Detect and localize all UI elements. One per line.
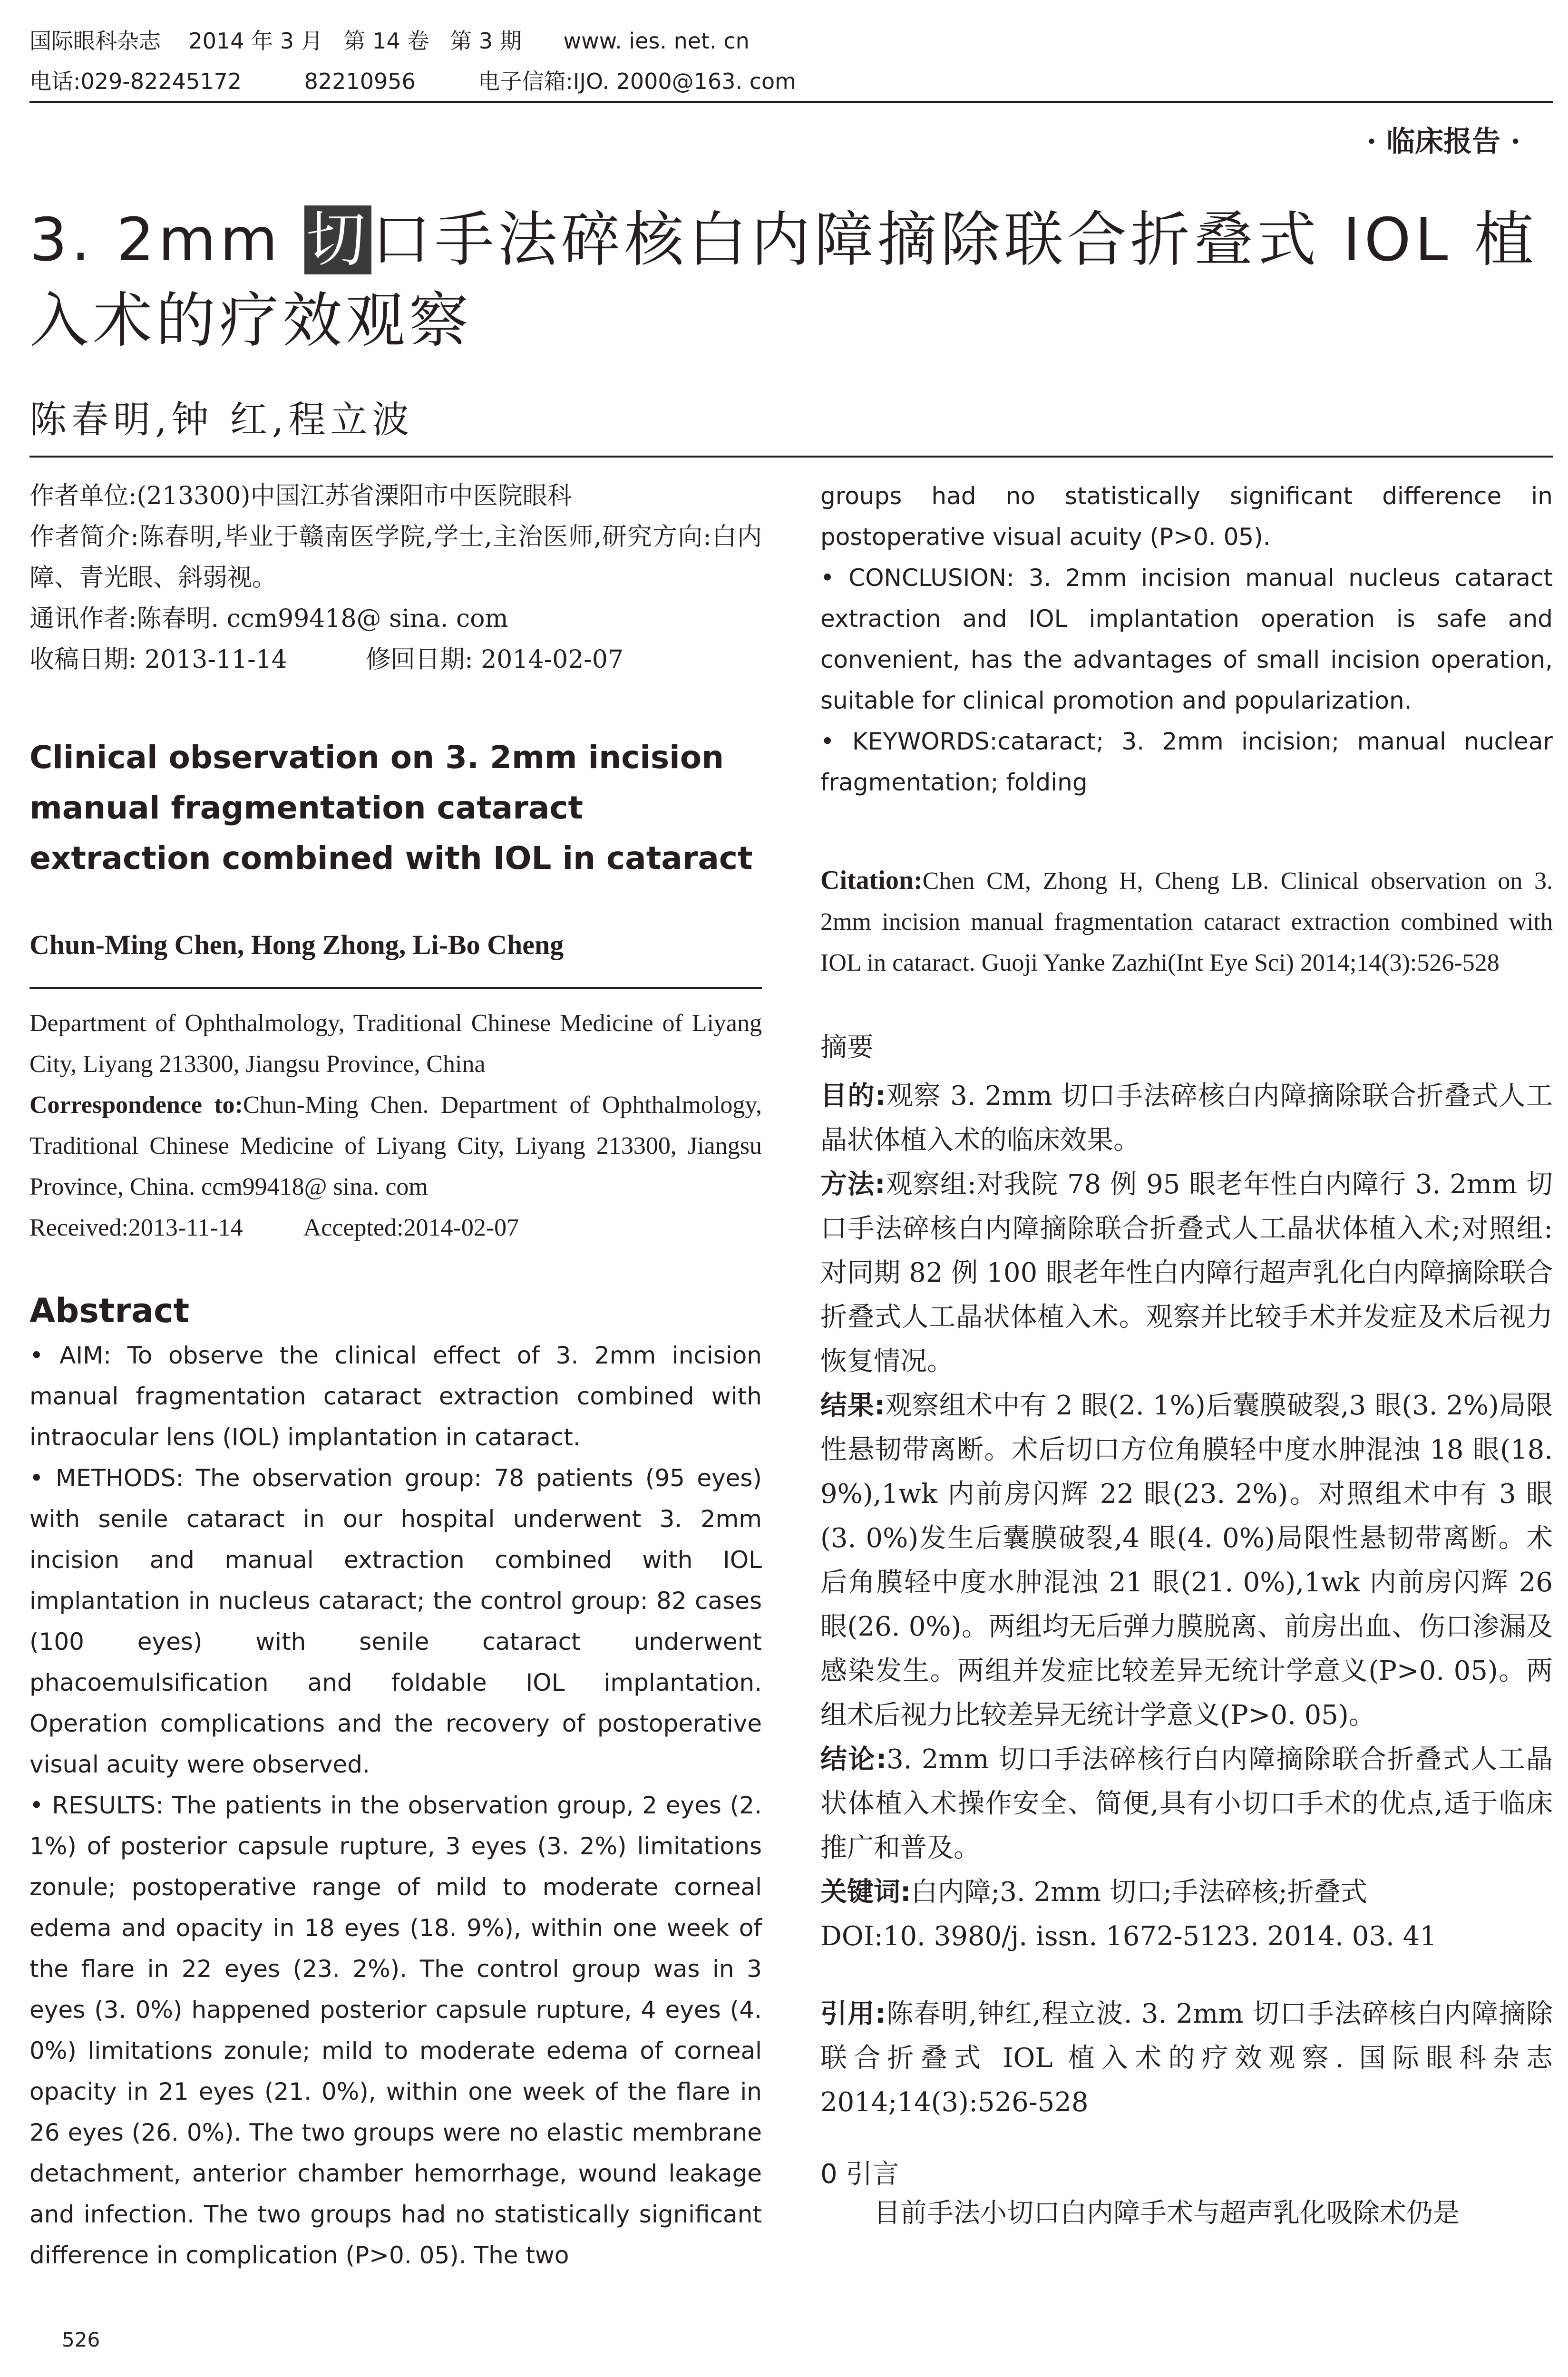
abstract-methods bbox=[29, 1458, 762, 1785]
methods-text: The observation group: 78 patients (95 eyes) with senile cataract in our hospital underwent 3. 2mm incision and manual extraction combined with IOL implantation in nucleus cataract; the control group: 82 cases (100 eyes) with senile cataract underwent phacoemulsification and foldable IOL implantation. Operation complications and the recovery of postoperative visual acuity were observed. bbox=[29, 1464, 762, 1778]
journal-header-line2: 电话:029-82245172 82210956 电子信箱:IJO. 2000@163. com bbox=[29, 68, 796, 94]
cn-keywords-text: 白内障;3. 2mm 切口;手法碎核;折叠式 bbox=[911, 1877, 1367, 1908]
english-dates: Received:2013-11-14 Accepted:2014-02-07 bbox=[29, 1214, 519, 1241]
cn-methods bbox=[820, 1162, 1553, 1383]
citation-text: Chen CM, Zhong H, Cheng LB. Clinical observation on 3. 2mm incision manual fragmentation cataract extraction combined with IOL in cataract. Guoji Yanke Zazhi(Int Eye Sci) 2014;14(3):526-528 bbox=[820, 867, 1553, 976]
cn-citation-label: 引用: bbox=[820, 1998, 886, 2029]
cn-results bbox=[820, 1383, 1553, 1737]
cn-results-text: 观察组术中有 2 眼(2. 1%)后囊膜破裂,3 眼(3. 2%)局限性悬韧带离断。术后切口方位角膜轻中度水肿混浊 18 眼(18. 9%),1wk 内前房闪辉 22 眼(23. 2%)。对照组术中有 3 眼(3. 0%)发生后囊膜破裂,4 眼(4. 0%)局限性悬韧带离断。术后角膜轻中度水肿混浊 21 眼(21. 0%),1wk 内前房闪辉 26 眼(26. 0%)。两组均无后弹力膜脱离、前房出血、伤口渗漏及感染发生。两组并发症比较差异无统计学意义(P>0. 05)。两组术后视力比较差异无统计学意义(P>0. 05)。 bbox=[820, 1390, 1553, 1731]
title-highlight: 切 bbox=[304, 205, 371, 274]
keywords-text: cataract; 3. 2mm incision; manual nuclear fragmentation; folding bbox=[820, 728, 1553, 796]
cn-results-label: 结果: bbox=[820, 1390, 885, 1421]
left-column bbox=[29, 476, 762, 2276]
results-label: • RESULTS: bbox=[29, 1792, 164, 1819]
cn-methods-label: 方法: bbox=[820, 1169, 886, 1200]
correspondence-label: Correspondence to: bbox=[29, 1091, 243, 1119]
abstract-keywords bbox=[820, 721, 1553, 803]
english-authors: Chun-Ming Chen, Hong Zhong, Li-Bo Cheng bbox=[29, 929, 564, 960]
cn-keywords-label: 关键词: bbox=[820, 1877, 911, 1908]
cn-conclusion bbox=[820, 1737, 1553, 1870]
cn-aim bbox=[820, 1074, 1553, 1162]
methods-label: • METHODS: bbox=[29, 1464, 184, 1492]
conclusion-text: 3. 2mm incision manual nucleus cataract extraction and IOL implantation operation is safe and convenient, has the advantages of small incision operation, suitable for clinical promotion and popularization. bbox=[820, 564, 1553, 714]
citation-label: Citation: bbox=[820, 866, 923, 895]
abstract-conclusion bbox=[820, 557, 1553, 721]
title-rest: 口手法碎核白内障摘除联合折叠式 IOL 植入术的疗效观察 bbox=[29, 205, 1538, 355]
author-bio-cn: 作者简介:陈春明,毕业于赣南医学院,学士,主治医师,研究方向:白内障、青光眼、斜弱视。 bbox=[29, 523, 762, 592]
aim-label: • AIM: bbox=[29, 1342, 112, 1369]
intro-heading: 0 引言 bbox=[820, 2159, 899, 2190]
aim-text: To observe the clinical effect of 3. 2mm incision manual fragmentation cataract extraction combined with intraocular lens (IOL) implantation in cataract. bbox=[29, 1342, 762, 1451]
header-rule bbox=[29, 101, 1553, 103]
page-number: 526 bbox=[62, 2328, 100, 2351]
abstract-results-continued: groups had no statistically significant difference in postoperative visual acuity (P>0. 05). bbox=[820, 482, 1553, 551]
correspondence bbox=[29, 1085, 762, 1208]
abstract-aim bbox=[29, 1335, 762, 1458]
cn-conclusion-label: 结论: bbox=[820, 1744, 887, 1775]
conclusion-label: • CONCLUSION: bbox=[820, 564, 1014, 592]
results-text: The patients in the observation group, 2 eyes (2. 1%) of posterior capsule rupture, 3 eyes (3. 2%) limitations zonule; postoperative range of mild to moderate corneal edema and opacity in 18 eyes (18. 9%), within one week of the flare in 22 eyes (23. 2%). The control group was in 3 eyes (3. 0%) happened posterior capsule rupture, 4 eyes (4. 0%) limitations zonule; mild to moderate edema of corneal opacity in 21 eyes (21. 0%), within one week of the flare in 26 eyes (26. 0%). The two groups were no elastic membrane detachment, anterior chamber hemorrhage, wound leakage and infection. The two groups had no statistically significant difference in complication (P>0. 05). The two bbox=[29, 1792, 762, 2269]
cn-aim-text: 观察 3. 2mm 切口手法碎核白内障摘除联合折叠式人工晶状体植入术的临床效果。 bbox=[820, 1081, 1553, 1156]
received-dates-cn: 收稿日期: 2013-11-14 修回日期: 2014-02-07 bbox=[29, 645, 624, 674]
journal-header-line1: 国际眼科杂志 2014 年 3 月 第 14 卷 第 3 期 www. ies. net. cn bbox=[29, 28, 750, 54]
title-rule bbox=[29, 456, 1553, 458]
author-affiliation-cn: 作者单位:(213300)中国江苏省溧阳市中医院眼科 bbox=[29, 482, 572, 510]
intro-paragraph: 目前手法小切口白内障手术与超声乳化吸除术仍是 bbox=[874, 2198, 1460, 2229]
cn-aim-label: 目的: bbox=[820, 1081, 886, 1111]
corresponding-author-cn: 通讯作者:陈春明. ccm99418@ sina. com bbox=[29, 604, 508, 633]
english-affiliation: Department of Ophthalmology, Traditional Chinese Medicine of Liyang City, Liyang 213300, Jiangsu Province, China bbox=[29, 1010, 762, 1078]
section-label: · 临床报告 · bbox=[1366, 125, 1520, 158]
cn-methods-text: 观察组:对我院 78 例 95 眼老年性白内障行 3. 2mm 切口手法碎核白内障摘除联合折叠式人工晶状体植入术;对照组:对同期 82 例 100 眼老年性白内障行超声乳化白内障摘除联合折叠式人工晶状体植入术。观察并比较手术并发症及术后视力恢复情况。 bbox=[820, 1169, 1553, 1377]
correspondence-text: Chun-Ming Chen. Department of Ophthalmology, Traditional Chinese Medicine of Liyang City, Liyang 213300, Jiangsu Province, China. ccm99418@ sina. com bbox=[29, 1091, 762, 1200]
doi: DOI:10. 3980/j. issn. 1672-5123. 2014. 03. 41 bbox=[820, 1921, 1437, 1952]
cn-citation-text: 陈春明,钟红,程立波. 3. 2mm 切口手法碎核白内障摘除联合折叠式 IOL 植入术的疗效观察. 国际眼科杂志 2014;14(3):526-528 bbox=[820, 1998, 1553, 2118]
cn-abstract-heading: 摘要 bbox=[820, 1032, 874, 1063]
article-title bbox=[29, 200, 1553, 361]
cn-citation bbox=[820, 1992, 1553, 2124]
cn-keywords bbox=[820, 1870, 1553, 1914]
keywords-label: • KEYWORDS: bbox=[820, 728, 998, 755]
cn-conclusion-text: 3. 2mm 切口手法碎核行白内障摘除联合折叠式人工晶状体植入术操作安全、简便,具有小切口手术的优点,适于临床推广和普及。 bbox=[820, 1744, 1553, 1863]
abstract-heading: Abstract bbox=[29, 1291, 190, 1330]
authors-cn: 陈春明,钟 红,程立波 bbox=[29, 399, 414, 441]
abstract-results bbox=[29, 1785, 762, 2276]
citation bbox=[820, 860, 1553, 984]
title-prefix: 3. 2mm bbox=[29, 205, 304, 274]
right-column bbox=[820, 476, 1553, 2235]
english-title: Clinical observation on 3. 2mm incision manual fragmentation cataract extraction combined with IOL in cataract bbox=[29, 739, 753, 877]
